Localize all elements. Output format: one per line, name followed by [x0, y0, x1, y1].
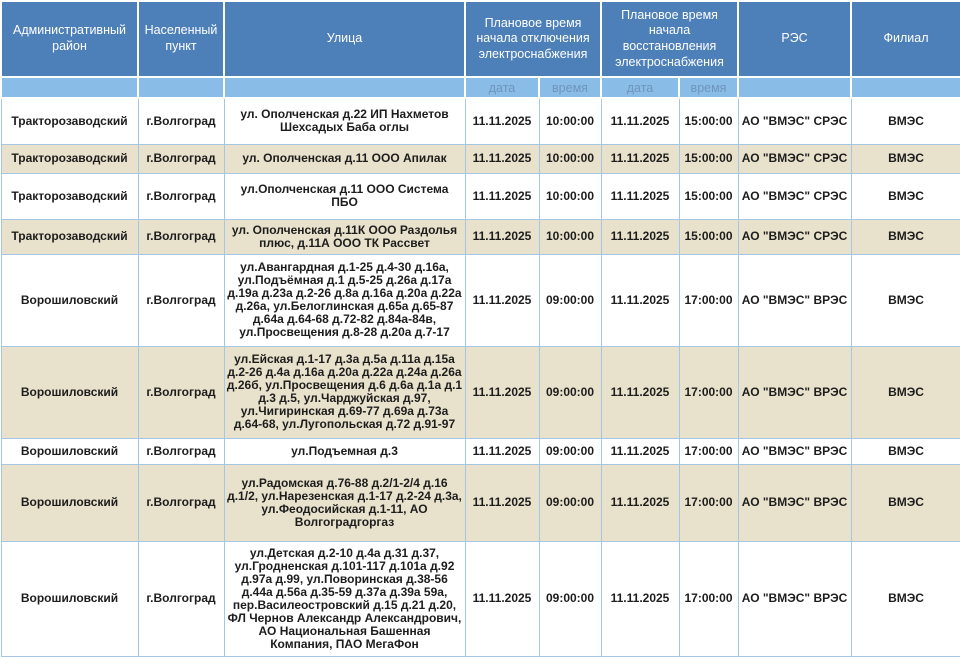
cell-district: Ворошиловский — [1, 346, 138, 438]
cell-district: Тракторозаводский — [1, 144, 138, 173]
cell-off-date: 11.11.2025 — [465, 464, 539, 541]
cell-settlement: г.Волгоград — [138, 173, 224, 219]
subheader-empty — [851, 77, 960, 98]
cell-street: ул.Ейская д.1-17 д.3а д.5а д.11а д.15а д.2-26 д.4а д.16а д.20а д.22а д.24а д.26а д.26б, ул.Просвещения д.6 д.6а д.1а д.1 д.3 д.5, ул.Чарджуйская д.97, ул.Чигиринская д.69-77 д.69а д.73а д.64-68, ул.Лугопольская д.72 д.91-97 — [224, 346, 465, 438]
cell-district: Ворошиловский — [1, 438, 138, 464]
cell-on-time: 17:00:00 — [679, 464, 738, 541]
col-header-restore-start: Плановое время начала восстановления электроснабжения — [601, 1, 738, 77]
cell-settlement: г.Волгоград — [138, 438, 224, 464]
subheader-on-time: время — [679, 77, 738, 98]
cell-street: ул.Ополченская д.11 ООО Система ПБО — [224, 173, 465, 219]
cell-off-time: 09:00:00 — [539, 254, 601, 346]
table-row — [1, 98, 960, 144]
subheader-off-time: время — [539, 77, 601, 98]
cell-res: АО "ВМЭС" ВРЭС — [738, 346, 851, 438]
cell-res: АО "ВМЭС" СРЭС — [738, 98, 851, 144]
header-row — [1, 1, 960, 77]
cell-branch: ВМЭС — [851, 144, 960, 173]
cell-settlement: г.Волгоград — [138, 254, 224, 346]
cell-on-time: 15:00:00 — [679, 173, 738, 219]
table-row — [1, 541, 960, 656]
cell-res: АО "ВМЭС" ВРЭС — [738, 541, 851, 656]
cell-off-time: 09:00:00 — [539, 438, 601, 464]
col-header-admin-district: Административный район — [1, 1, 138, 77]
cell-on-time: 17:00:00 — [679, 254, 738, 346]
cell-street: ул.Подъемная д.3 — [224, 438, 465, 464]
cell-on-time: 17:00:00 — [679, 346, 738, 438]
table-row — [1, 346, 960, 438]
cell-res: АО "ВМЭС" ВРЭС — [738, 254, 851, 346]
subheader-on-date: дата — [601, 77, 679, 98]
cell-on-date: 11.11.2025 — [601, 438, 679, 464]
cell-on-date: 11.11.2025 — [601, 173, 679, 219]
cell-on-date: 11.11.2025 — [601, 144, 679, 173]
cell-res: АО "ВМЭС" СРЭС — [738, 219, 851, 254]
table-row — [1, 254, 960, 346]
cell-off-time: 10:00:00 — [539, 144, 601, 173]
cell-off-time: 10:00:00 — [539, 98, 601, 144]
cell-street: ул. Ополченская д.22 ИП Нахметов Шехсадых Баба оглы — [224, 98, 465, 144]
cell-branch: ВМЭС — [851, 346, 960, 438]
table-row — [1, 173, 960, 219]
cell-branch: ВМЭС — [851, 254, 960, 346]
table-row — [1, 219, 960, 254]
cell-off-date: 11.11.2025 — [465, 346, 539, 438]
cell-off-time: 09:00:00 — [539, 541, 601, 656]
cell-street: ул.Авангардная д.1-25 д.4-30 д.16а, ул.Подъёмная д.1 д.5-25 д.26а д.17а д.19а д.23а д.2-26 д.8а д.16а д.20а д.22а д.26а, ул.Белоглинская д.65а д.65-87 д.64а д.64-68 д.72-82 д.84а-84в, ул.Просвещения д.8-28 д.20а д.7-17 — [224, 254, 465, 346]
cell-branch: ВМЭС — [851, 173, 960, 219]
cell-on-time: 15:00:00 — [679, 219, 738, 254]
cell-off-time: 09:00:00 — [539, 464, 601, 541]
cell-street: ул.Радомская д.76-88 д.2/1-2/4 д.16 д.1/2, ул.Нарезенская д.1-17 д.2-24 д.3а, ул.Феодосийская д.1-11, АО Волгоградгоргаз — [224, 464, 465, 541]
cell-off-date: 11.11.2025 — [465, 438, 539, 464]
cell-street: ул.Детская д.2-10 д.4а д.31 д.37, ул.Гродненская д.101-117 д.101а д.92 д.97а д.99, ул.Поворинская д.38-56 д.44а д.56а д.35-59 д.37а д.39а 59а, пер.Василеостровский д.15 д.21 д.20, ФЛ Чернов Александр Александрович, АО Национальная Башенная Компания, ПАО МегаФон — [224, 541, 465, 656]
cell-off-date: 11.11.2025 — [465, 173, 539, 219]
cell-settlement: г.Волгоград — [138, 144, 224, 173]
cell-on-date: 11.11.2025 — [601, 254, 679, 346]
col-header-street: Улица — [224, 1, 465, 77]
col-header-res: РЭС — [738, 1, 851, 77]
cell-on-date: 11.11.2025 — [601, 346, 679, 438]
cell-off-date: 11.11.2025 — [465, 219, 539, 254]
cell-branch: ВМЭС — [851, 541, 960, 656]
cell-district: Тракторозаводский — [1, 98, 138, 144]
cell-settlement: г.Волгоград — [138, 541, 224, 656]
cell-street: ул. Ополченская д.11К ООО Раздолья плюс, д.11А ООО ТК Рассвет — [224, 219, 465, 254]
cell-off-date: 11.11.2025 — [465, 144, 539, 173]
cell-branch: ВМЭС — [851, 438, 960, 464]
cell-off-time: 09:00:00 — [539, 346, 601, 438]
cell-off-date: 11.11.2025 — [465, 254, 539, 346]
cell-res: АО "ВМЭС" СРЭС — [738, 144, 851, 173]
cell-on-date: 11.11.2025 — [601, 464, 679, 541]
cell-on-date: 11.11.2025 — [601, 541, 679, 656]
cell-district: Ворошиловский — [1, 541, 138, 656]
subheader-empty — [738, 77, 851, 98]
cell-on-time: 15:00:00 — [679, 144, 738, 173]
cell-district: Тракторозаводский — [1, 219, 138, 254]
cell-branch: ВМЭС — [851, 219, 960, 254]
cell-on-time: 17:00:00 — [679, 438, 738, 464]
subheader-empty — [1, 77, 138, 98]
table-row — [1, 464, 960, 541]
cell-off-date: 11.11.2025 — [465, 541, 539, 656]
cell-district: Тракторозаводский — [1, 173, 138, 219]
cell-res: АО "ВМЭС" СРЭС — [738, 173, 851, 219]
cell-off-time: 10:00:00 — [539, 173, 601, 219]
subheader-empty — [224, 77, 465, 98]
cell-settlement: г.Волгоград — [138, 346, 224, 438]
cell-on-time: 15:00:00 — [679, 98, 738, 144]
table-row — [1, 438, 960, 464]
cell-branch: ВМЭС — [851, 464, 960, 541]
subheader-empty — [138, 77, 224, 98]
cell-off-time: 10:00:00 — [539, 219, 601, 254]
cell-res: АО "ВМЭС" ВРЭС — [738, 438, 851, 464]
subheader-row — [1, 77, 960, 98]
subheader-off-date: дата — [465, 77, 539, 98]
cell-res: АО "ВМЭС" ВРЭС — [738, 464, 851, 541]
cell-settlement: г.Волгоград — [138, 98, 224, 144]
col-header-outage-start: Плановое время начала отключения электроснабжения — [465, 1, 601, 77]
cell-on-date: 11.11.2025 — [601, 219, 679, 254]
cell-district: Ворошиловский — [1, 464, 138, 541]
cell-on-time: 17:00:00 — [679, 541, 738, 656]
col-header-settlement: Населенный пункт — [138, 1, 224, 77]
cell-off-date: 11.11.2025 — [465, 98, 539, 144]
cell-branch: ВМЭС — [851, 98, 960, 144]
table-row — [1, 144, 960, 173]
cell-settlement: г.Волгоград — [138, 464, 224, 541]
cell-district: Ворошиловский — [1, 254, 138, 346]
cell-street: ул. Ополченская д.11 ООО Апилак — [224, 144, 465, 173]
cell-on-date: 11.11.2025 — [601, 98, 679, 144]
cell-settlement: г.Волгоград — [138, 219, 224, 254]
col-header-branch: Филиал — [851, 1, 960, 77]
